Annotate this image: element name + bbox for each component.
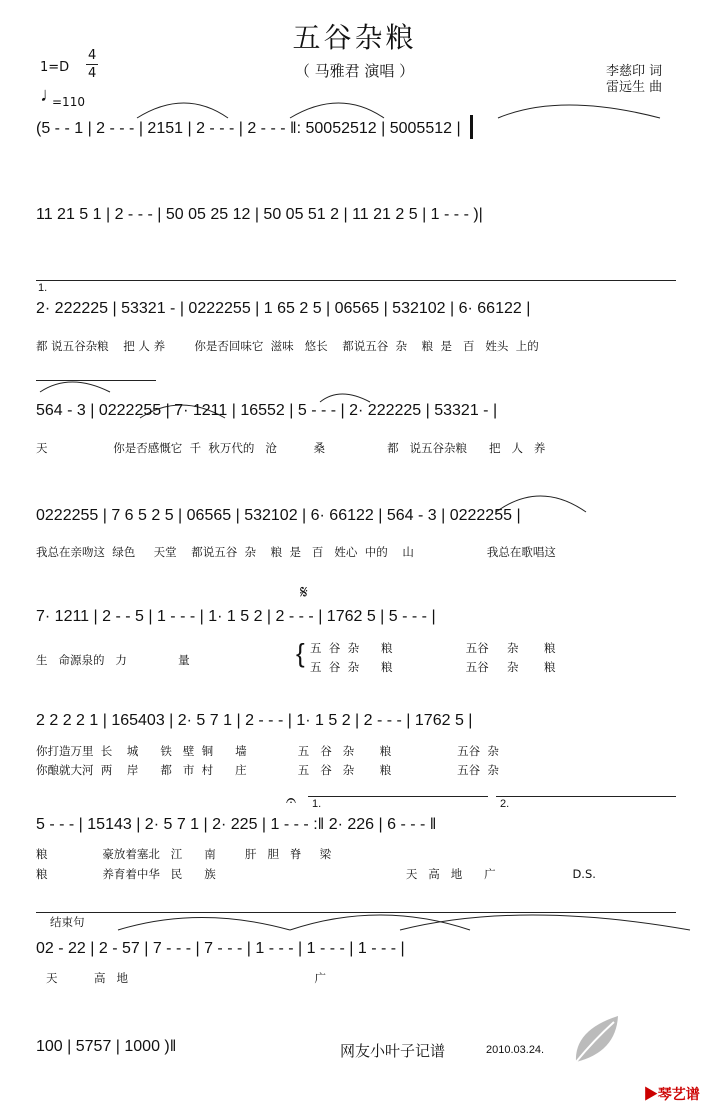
time-signature-denominator: 4: [88, 66, 97, 81]
slur: [320, 394, 370, 402]
slur: [40, 382, 110, 392]
slur: [290, 915, 470, 930]
lyrics-row-4: 天 你是否感慨它 千 秋万代的 沧 桑 都 说五谷杂粮 把 人 养: [36, 441, 546, 455]
ending-bracket: [36, 912, 676, 913]
volta-bracket-2: [496, 796, 676, 797]
lyrics-row-6-verse-1: 五 谷 杂 粮 五谷 杂 粮: [310, 641, 556, 655]
volta-1-end-label: 1.: [312, 798, 322, 810]
slur: [137, 103, 228, 118]
score-row-9: 02 - 22 | 2 - 57 | 7 - - - | 7 - - - | 1 - - - | 1 - - - | 1 - - - |: [36, 940, 405, 957]
ending-label: 结束句: [50, 915, 85, 929]
slur: [118, 918, 290, 931]
verse-brace: {: [296, 638, 305, 668]
brand-logo-icon: ▶: [643, 1086, 658, 1102]
lyricist-credit: 李慈印 词: [606, 64, 663, 79]
slur: [498, 105, 660, 118]
singer-subtitle: （ 马雅君 演唱 ）: [294, 62, 415, 80]
quarter-note-icon: ♩: [40, 84, 60, 106]
time-signature-numerator: 4: [88, 48, 97, 63]
volta-1-label: 1.: [38, 282, 48, 294]
brand-logo: [636, 1068, 700, 1104]
transcriber-credit: 网友小叶子记谱: [340, 1042, 446, 1060]
score-row-5: 0222255 | 7 6 5 2 5 | 06565 | 532102 | 6· 66122 | 564 - 3 | 0222255 |: [36, 507, 521, 524]
key-signature: 1=D: [40, 60, 70, 75]
lyrics-row-7-verse-2: 你酿就大河 两 岸 都 市 村 庄 五 谷 杂 粮 五谷 杂: [36, 763, 499, 777]
lyrics-row-6-verse-2: 五 谷 杂 粮 五谷 杂 粮: [310, 660, 556, 674]
lyrics-row-8-verse-2: 粮 养育着中华 民 族 天 高 地 广 D.S.: [36, 867, 596, 881]
volta-bracket-1: [36, 280, 676, 281]
score-row-4: 564 - 3 | 0222255 | 7· 1211 | 16552 | 5 - - - | 2· 222225 | 53321 - |: [36, 402, 498, 419]
tempo-mark: =110: [52, 95, 85, 109]
segno-sign: 𝄋: [300, 582, 308, 602]
transcription-date: 2010.03.24.: [486, 1044, 545, 1056]
score-row-10: 100 | 5757 | 1000 )‖: [36, 1038, 177, 1055]
score-row-8: 5 - - - | 15143 | 2· 5 7 1 | 2· 225 | 1 - - - :‖ 2· 226 | 6 - - - ‖: [36, 816, 437, 833]
tie-line: [36, 380, 156, 381]
volta-2-label: 2.: [500, 798, 510, 810]
lyrics-row-9: 天 高 地 广: [46, 971, 326, 985]
score-row-2: 11 21 5 1 | 2 - - - | 50 05 25 12 | 50 05 51 2 | 11 21 2 5 | 1 - - - )|: [36, 206, 483, 223]
brand-name: 琴艺谱: [657, 1086, 700, 1102]
score-row-6: 7· 1211 | 2 - - 5 | 1 - - - | 1· 1 5 2 | 2 - - - | 1762 5 | 5 - - - |: [36, 608, 436, 625]
lyrics-row-5: 我总在亲吻这 绿色 天堂 都说五谷 杂 粮 是 百 姓心 中的 山 我总在歌唱这: [36, 545, 556, 559]
volta-bracket-1-end: [308, 796, 488, 797]
score-row-7: 2 2 2 2 1 | 165403 | 2· 5 7 1 | 2 - - - | 1· 1 5 2 | 2 - - - | 1762 5 |: [36, 712, 473, 729]
lyrics-row-7-verse-1: 你打造万里 长 城 铁 壁 铜 墙 五 谷 杂 粮 五谷 杂: [36, 744, 499, 758]
lyrics-row-8-verse-1: 粮 豪放着塞北 江 南 肝 胆 脊 梁: [36, 847, 332, 861]
leaf-logo-icon: [570, 1012, 624, 1068]
slur: [290, 103, 384, 118]
lyrics-row-6: 生 命源泉的 力 量: [36, 653, 190, 667]
lyrics-row-3: 都 说五谷杂粮 把 人 养 你是否回味它 滋味 悠长 都说五谷 杂 粮 是 百 姓头 上的: [36, 339, 539, 353]
song-title: 五谷杂粮: [292, 21, 417, 54]
fermata-sign: 𝄐: [286, 790, 297, 810]
score-row-3: 2· 222225 | 53321 - | 0222255 | 1 65 2 5 | 06565 | 532102 | 6· 66122 |: [36, 300, 531, 317]
composer-credit: 雷远生 曲: [606, 80, 663, 95]
score-row-1: (5 - - 1 | 2 - - - | 2151 | 2 - - - | 2 - - - ‖: 50052512 | 5005512 |: [36, 120, 461, 137]
repeat-start-barline: [470, 115, 473, 139]
